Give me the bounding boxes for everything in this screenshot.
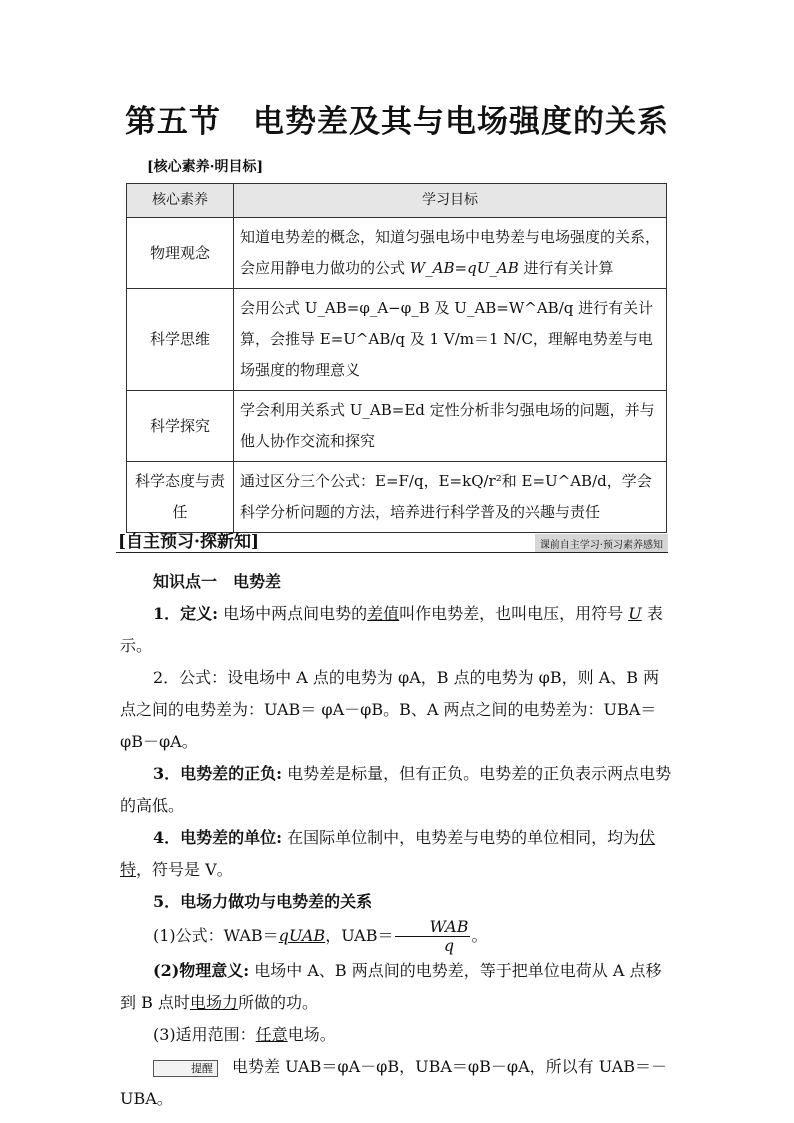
answer-blank: 伏特: [120, 828, 656, 879]
answer-blank: 电场力: [189, 993, 238, 1012]
tip-text: 电势差 UAB＝φA－φB，UBA＝φB－φA，所以有 UAB＝－UBA。: [120, 1057, 668, 1108]
text: 电场。: [287, 1025, 336, 1044]
fraction: [395, 918, 471, 955]
table-header-row: [127, 184, 667, 218]
label: 1．定义:: [153, 604, 219, 623]
text: 。: [471, 926, 488, 945]
paragraph-formula-work: [120, 918, 675, 955]
text: 表示。: [120, 604, 663, 655]
text: ，符号是 V。: [136, 860, 233, 879]
text: 在国际单位制中，电势差与电势的单位相同，均为: [282, 828, 640, 847]
table-header: 核心素养: [127, 184, 234, 218]
paragraph-definition: [120, 598, 675, 662]
paragraph-unit: [120, 822, 675, 886]
section-banner: [116, 527, 668, 553]
table-row: [127, 218, 667, 289]
paragraph-scope: [120, 1019, 675, 1051]
label: 3．电势差的正负:: [153, 764, 283, 783]
answer-blank: qUAB: [278, 926, 326, 945]
goal-cell: 学会利用关系式 U_AB=Ed 定性分析非匀强电场的问题，并与他人协作交流和探究: [234, 391, 667, 462]
answer-blank: 差值: [367, 604, 400, 623]
table-header: 学习目标: [234, 184, 667, 218]
text: 电势差是标量，但有正负。电势差的正负表示两点电势的高低。: [120, 764, 672, 815]
goals-table: [126, 183, 667, 533]
label: 4．电势差的单位:: [153, 828, 283, 847]
table-row: [127, 289, 667, 391]
goal-text: 进行有关计算: [518, 259, 614, 277]
tip-badge: 提醒: [153, 1060, 218, 1077]
competency-cell: 科学态度与责任: [127, 462, 234, 533]
banner-subtitle: 课前自主学习·预习素养感知: [535, 534, 668, 553]
competency-cell: 科学探究: [127, 391, 234, 462]
section-tag: [核心素养·明目标]: [147, 159, 264, 175]
answer-blank: 任意: [255, 1025, 288, 1044]
text: (3)适用范围：: [153, 1025, 256, 1044]
text: 所做的功。: [237, 993, 318, 1012]
label: (2)物理意义:: [153, 961, 250, 980]
table-row: [127, 391, 667, 462]
goal-text: 知道电势差的概念，知道匀强电场中电势差与电场强度的关系，会应用静电力做功的公式: [240, 228, 661, 277]
knowledge-point-title: 知识点一 电势差: [153, 572, 282, 591]
table-row: [127, 462, 667, 533]
text: 叫作电势差，也叫电压，用符号: [399, 604, 629, 623]
goal-cell: [234, 218, 667, 289]
text: (1)公式：WAB＝: [153, 926, 279, 945]
text: 电场中两点间电势的: [218, 604, 368, 623]
text: ，UAB＝: [325, 926, 394, 945]
paragraph-sign: [120, 758, 675, 822]
paragraph-tip: [120, 1051, 675, 1115]
goal-cell: 会用公式 U_AB=φ_A−φ_B 及 U_AB=W^AB/q 进行有关计算，会推导 E=U^AB/q 及 1 V/m＝1 N/C，理解电势差与电场强度的物理意义: [234, 289, 667, 391]
banner-title: [自主预习·探新知]: [118, 532, 260, 552]
paragraph-heading: 5．电场力做功与电势差的关系: [153, 892, 373, 911]
paragraph-meaning: [120, 955, 675, 1019]
goal-formula: W_AB=qU_AB: [409, 259, 519, 277]
banner-rule: [116, 552, 668, 553]
answer-blank: U: [628, 604, 642, 623]
goal-cell: 通过区分三个公式：E=F/q，E=kQ/r²和 E=U^AB/d，学会科学分析问题的方法，培养进行科学普及的兴趣与责任: [234, 462, 667, 533]
competency-cell: 物理观念: [127, 218, 234, 289]
content-body: [120, 566, 675, 1115]
text: 电场中 A、B 两点间的电势差，等于把单位电荷从 A 点移到 B 点时: [120, 961, 662, 1012]
fraction-denominator: q: [443, 936, 455, 955]
paragraph-formula: 2．公式：设电场中 A 点的电势为 φA，B 点的电势为 φB，则 A、B 两点之间的电势差为：UAB＝ φA－φB。B、A 两点之间的电势差为：UBA＝ φB－φA。: [120, 668, 660, 751]
competency-cell: 科学思维: [127, 289, 234, 391]
page-title: 第五节 电势差及其与电场强度的关系: [125, 104, 669, 140]
fraction-numerator: WAB: [395, 918, 471, 937]
